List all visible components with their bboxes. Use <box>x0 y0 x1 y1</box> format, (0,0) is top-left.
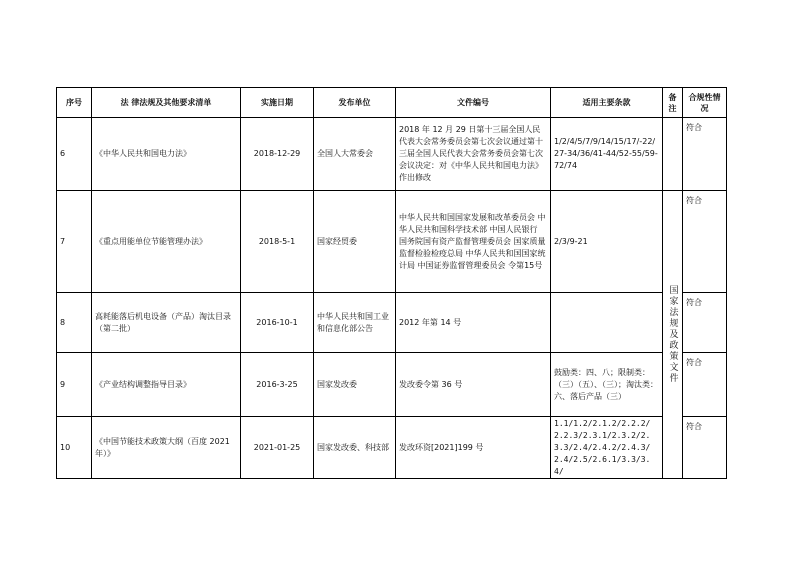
cell-issuer: 中华人民共和国工业和信息化部公告 <box>314 293 396 353</box>
remarks-text: 国家法规及政策文件 <box>667 285 678 384</box>
cell-date: 2021-01-25 <box>241 417 314 479</box>
cell-name: 《中华人民共和国电力法》 <box>92 118 241 191</box>
cell-compliance: 符合 <box>683 417 727 479</box>
table-row <box>57 417 727 479</box>
cell-clauses: 鼓励类：四、八；限制类：（三）（五）、（三）；淘汰类：六、落后产品（三） <box>551 353 663 417</box>
regulations-table <box>56 87 727 479</box>
cell-clauses: 1/2/4/5/7/9/14/15/17/-22/27-34/36/41-44/52-55/59-72/74 <box>551 118 663 191</box>
cell-name: 《中国节能技术政策大纲（百度 2021 年）》 <box>92 417 241 479</box>
table-row <box>57 293 727 353</box>
cell-doc-no: 2012 年第 14 号 <box>396 293 551 353</box>
cell-date: 2016-3-25 <box>241 353 314 417</box>
cell-name: 高耗能落后机电设备（产品）淘汰目录（第二批） <box>92 293 241 353</box>
cell-issuer: 国家经贸委 <box>314 191 396 293</box>
cell-doc-no: 中华人民共和国国家发展和改革委员会 中华人民共和国科学技术部 中国人民银行 国务院国有资产监督管理委员会 国家质量监督检验检疫总局 中华人民共和国国家统计局 中国证券监督管理委员会 令第15号 <box>396 191 551 293</box>
cell-clauses: 2/3/9-21 <box>551 191 663 293</box>
table-row <box>57 191 727 293</box>
header-seq: 序号 <box>57 88 92 118</box>
header-doc-no: 文件编号 <box>396 88 551 118</box>
cell-issuer: 全国人大常委会 <box>314 118 396 191</box>
header-name: 法 律法规及其他要求清单 <box>92 88 241 118</box>
table-row <box>57 353 727 417</box>
cell-date: 2018-5-1 <box>241 191 314 293</box>
cell-issuer: 国家发改委、科技部 <box>314 417 396 479</box>
cell-name: 《产业结构调整指导目录》 <box>92 353 241 417</box>
cell-seq: 8 <box>57 293 92 353</box>
cell-clauses <box>551 293 663 353</box>
cell-doc-no: 发改环资[2021]199 号 <box>396 417 551 479</box>
cell-seq: 10 <box>57 417 92 479</box>
cell-date: 2016-10-1 <box>241 293 314 353</box>
header-compliance: 合规性情况 <box>683 88 727 118</box>
table-row <box>57 118 727 191</box>
cell-clauses: 1.1/1.2/2.1.2/2.2.2/2.2.3/2.3.1/2.3.2/2.3.3/2.4/2.4.2/2.4.3/2.4/2.5/2.6.1/3.3/3.4/ <box>551 417 663 479</box>
cell-name: 《重点用能单位节能管理办法》 <box>92 191 241 293</box>
cell-date: 2018-12-29 <box>241 118 314 191</box>
header-remarks: 备注 <box>663 88 683 118</box>
cell-doc-no: 发改委令第 36 号 <box>396 353 551 417</box>
cell-seq: 6 <box>57 118 92 191</box>
cell-issuer: 国家发改委 <box>314 353 396 417</box>
cell-compliance: 符合 <box>683 118 727 191</box>
cell-doc-no: 2018 年 12 月 29 日第十三届全国人民代表大会常务委员会第七次会议通过第十三届全国人民代表大会常务委员会第七次会议决定：对《中华人民共和国电力法》作出修改 <box>396 118 551 191</box>
cell-compliance: 符合 <box>683 191 727 293</box>
header-clauses: 适用主要条款 <box>551 88 663 118</box>
header-date: 实施日期 <box>241 88 314 118</box>
cell-seq: 7 <box>57 191 92 293</box>
cell-remarks-empty <box>663 118 683 191</box>
header-row <box>57 88 727 118</box>
cell-compliance: 符合 <box>683 353 727 417</box>
cell-remarks-merged <box>663 191 683 479</box>
cell-seq: 9 <box>57 353 92 417</box>
cell-compliance: 符合 <box>683 293 727 353</box>
header-issuer: 发布单位 <box>314 88 396 118</box>
